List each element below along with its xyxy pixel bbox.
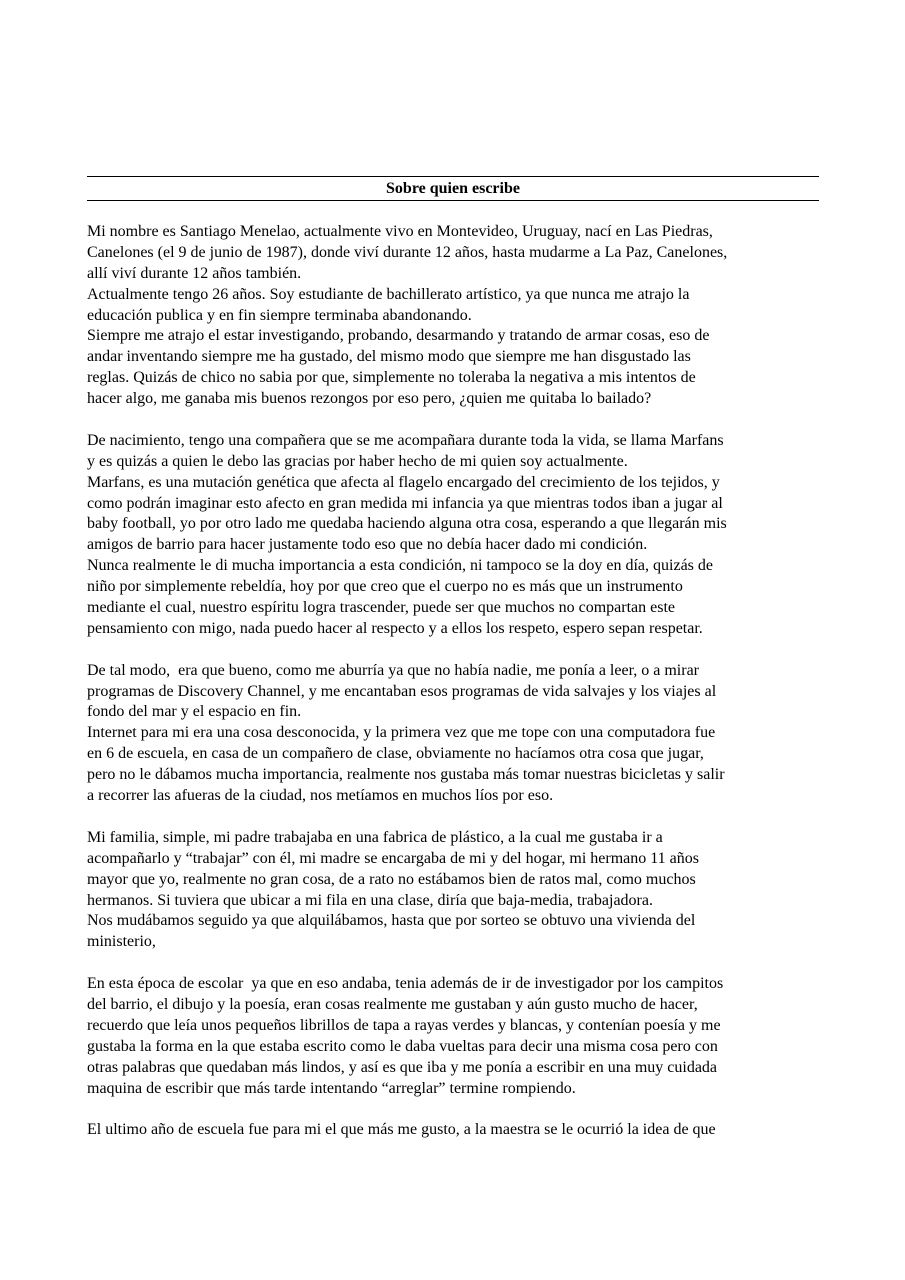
paragraph-gap bbox=[87, 640, 827, 661]
text-line: acompañarlo y “trabajar” con él, mi madre se encargaba de mi y del hogar, mi hermano 11 años bbox=[87, 849, 699, 867]
text-line: maquina de escribir que más tarde intentando “arreglar” termine rompiendo. bbox=[87, 1079, 576, 1097]
text-line: Nos mudábamos seguido ya que alquilábamos, hasta que por sorteo se obtuvo una vivienda del bbox=[87, 912, 696, 930]
text-line: baby football, yo por otro lado me quedaba haciendo alguna otra cosa, esperando a que llegarán mis bbox=[87, 515, 727, 533]
text-line: Canelones (el 9 de junio de 1987), donde viví durante 12 años, hasta mudarme a La Paz, Canelones, bbox=[87, 243, 728, 261]
text-line: ministerio, bbox=[87, 933, 156, 951]
paragraph bbox=[87, 828, 827, 953]
text-line: del barrio, el dibujo y la poesía, eran cosas realmente me gustaban y aún gusto mucho de hacer, bbox=[87, 995, 698, 1013]
page-title: Sobre quien escribe bbox=[386, 179, 520, 197]
paragraph bbox=[87, 431, 827, 640]
text-line: amigos de barrio para hacer justamente todo eso que no debía hacer dado mi condición. bbox=[87, 536, 648, 554]
text-line: niño por simplemente rebeldía, hoy por que creo que el cuerpo no es más que un instrumento bbox=[87, 578, 683, 596]
text-line: Mi familia, simple, mi padre trabajaba en una fabrica de plástico, a la cual me gustaba ir a bbox=[87, 828, 663, 846]
text-line: otras palabras que quedaban más lindos, y así es que iba y me ponía a escribir en una muy cuidada bbox=[87, 1058, 718, 1076]
text-line: educación publica y en fin siempre terminaba abandonando. bbox=[87, 306, 472, 324]
text-line: gustaba la forma en la que estaba escrito como le daba vueltas para decir una misma cosa pero con bbox=[87, 1037, 718, 1055]
paragraph-gap bbox=[87, 1099, 827, 1120]
paragraph bbox=[87, 222, 827, 410]
text-line: Siempre me atrajo el estar investigando, probando, desarmando y tratando de armar cosas, eso de bbox=[87, 327, 710, 345]
text-line: hacer algo, me ganaba mis buenos rezongos por eso pero, ¿quien me quitaba lo bailado? bbox=[87, 390, 652, 408]
title-rule-block bbox=[87, 176, 819, 201]
text-line: y es quizás a quien le debo las gracias por haber hecho de mi quien soy actualmente. bbox=[87, 452, 628, 470]
text-line: a recorrer las afueras de la ciudad, nos metíamos en muchos líos por eso. bbox=[87, 787, 554, 805]
text-line: Nunca realmente le di mucha importancia a esta condición, ni tampoco se la doy en día, quizás de bbox=[87, 557, 713, 575]
text-line: De tal modo, era que bueno, como me aburría ya que no había nadie, me ponía a leer, o a mirar bbox=[87, 661, 700, 679]
text-line: programas de Discovery Channel, y me encantaban esos programas de vida salvajes y los viajes al bbox=[87, 682, 717, 700]
text-line: reglas. Quizás de chico no sabia por que, simplemente no toleraba la negativa a mis intentos de bbox=[87, 369, 696, 387]
paragraph bbox=[87, 974, 827, 1099]
text-line: en 6 de escuela, en casa de un compañero de clase, obviamente no hacíamos otra cosa que jugar, bbox=[87, 745, 704, 763]
text-line: El ultimo año de escuela fue para mi el que más me gusto, a la maestra se le ocurrió la idea de que bbox=[87, 1121, 716, 1139]
paragraph-gap bbox=[87, 953, 827, 974]
text-line: mayor que yo, realmente no gran cosa, de a rato no estábamos bien de ratos mal, como muchos bbox=[87, 870, 696, 888]
paragraph bbox=[87, 661, 827, 807]
text-line: como podrán imaginar esto afecto en gran medida mi infancia ya que mientras todos iban a jugar al bbox=[87, 494, 723, 512]
paragraph-gap bbox=[87, 807, 827, 828]
text-line: hermanos. Si tuviera que ubicar a mi fila en una clase, diría que baja-media, trabajadora. bbox=[87, 891, 653, 909]
text-line: En esta época de escolar ya que en eso andaba, tenia además de ir de investigador por los campitos bbox=[87, 975, 724, 993]
paragraph bbox=[87, 1120, 827, 1141]
text-line: pero no le dábamos mucha importancia, realmente nos gustaba más tomar nuestras bicicletas y salir bbox=[87, 766, 725, 784]
text-line: pensamiento con migo, nada puedo hacer al respecto y a ellos los respeto, espero sepan respetar. bbox=[87, 619, 703, 637]
text-line: allí viví durante 12 años también. bbox=[87, 264, 302, 282]
text-line: fondo del mar y el espacio en fin. bbox=[87, 703, 302, 721]
paragraph-gap bbox=[87, 410, 827, 431]
text-line: recuerdo que leía unos pequeños librillos de tapa a rayas verdes y blancas, y contenían poesía y me bbox=[87, 1016, 721, 1034]
text-line: andar inventando siempre me ha gustado, del mismo modo que siempre me han disgustado las bbox=[87, 348, 691, 366]
text-line: Marfans, es una mutación genética que afecta al flagelo encargado del crecimiento de los tejidos, y bbox=[87, 473, 720, 491]
body-text bbox=[87, 222, 827, 1141]
text-line: Mi nombre es Santiago Menelao, actualmente vivo en Montevideo, Uruguay, nací en Las Piedras, bbox=[87, 223, 713, 240]
text-line: mediante el cual, nuestro espíritu logra trascender, puede ser que muchos no compartan este bbox=[87, 599, 676, 617]
text-line: Actualmente tengo 26 años. Soy estudiante de bachillerato artístico, ya que nunca me atrajo la bbox=[87, 285, 690, 303]
text-line: Internet para mi era una cosa desconocida, y la primera vez que me tope con una computadora fue bbox=[87, 724, 716, 742]
text-line: De nacimiento, tengo una compañera que se me acompañara durante toda la vida, se llama Marfans bbox=[87, 431, 724, 449]
